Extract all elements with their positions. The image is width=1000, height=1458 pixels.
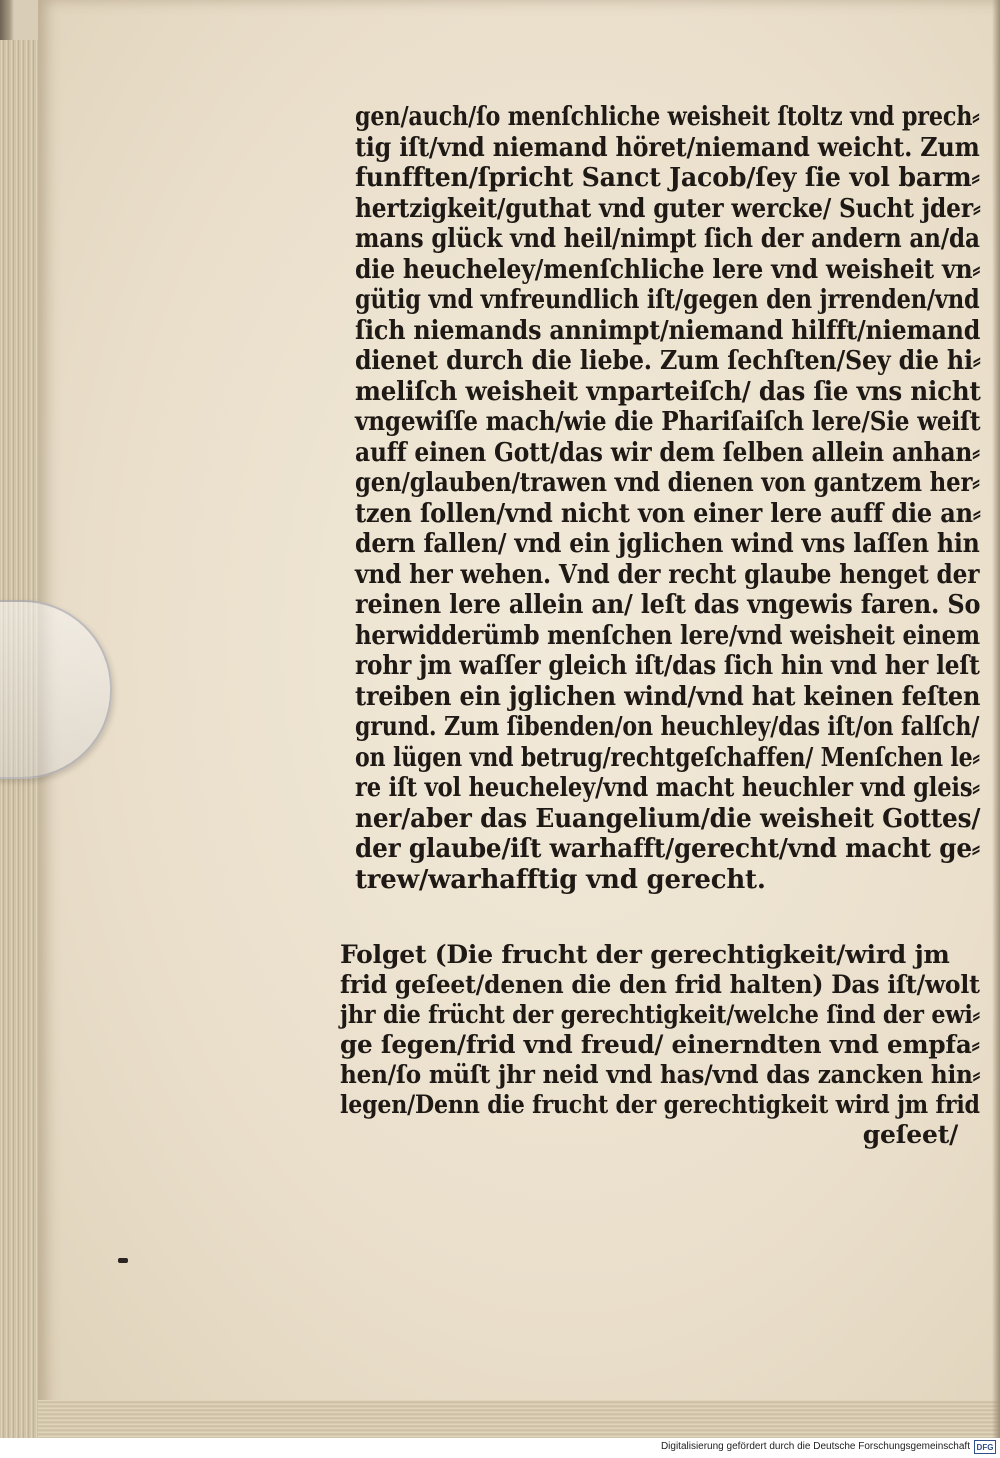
text-line: reinen lere allein an/ leſt das vngewis faren. So	[355, 590, 981, 620]
text-line: tzen ſollen/vnd nicht von einer lere auff die an⸗	[355, 498, 981, 529]
text-line: ſich niemands annimpt/niemand hilfft/niemand	[355, 315, 981, 346]
second-paragraph	[340, 940, 980, 1150]
text-line: die heucheley/menſchliche lere vnd weisheit vn⸗	[355, 254, 981, 285]
text-line: on lügen vnd betrug/rechtgeſchaffen/ Menſchen le⸗	[355, 742, 980, 773]
footer-bar	[0, 1438, 1000, 1458]
text-line: gen/auch/ſo menſchliche weisheit ſtoltz vnd prech⸗	[355, 102, 980, 132]
text-line: rohr jm waſſer gleich iſt/das ſich hin vnd her leſt	[355, 651, 980, 681]
text-line: vngewiſſe mach/wie die Phariſaiſch lere/Sie weiſt	[355, 407, 981, 437]
text-line: dienet durch die liebe. Zum ſechſten/Sey die hi⸗	[355, 346, 981, 376]
text-line: frid geſeet/denen die den frid halten) Das iſt/wolt	[340, 970, 980, 999]
text-line: grund. Zum ſibenden/on heuchley/das iſt/on falſch/	[355, 712, 980, 742]
text-line: re iſt vol heucheley/vnd macht heuchler vnd gleis⸗	[355, 773, 980, 803]
text-line: vnd her wehen. Vnd der recht glaube henget der	[355, 559, 980, 590]
main-paragraph	[355, 102, 980, 895]
text-line: hertzigkeit/guthat vnd guter wercke/ Sucht jder⸗	[355, 193, 981, 224]
text-line: meliſch weisheit vnparteiſch/ das ſie vns nicht	[355, 376, 981, 407]
footer-credit: Digitalisierung gefördert durch die Deutsche Forschungsgemeinschaft	[660, 1441, 970, 1452]
text-line: geſeet/	[862, 1120, 958, 1149]
text-line: ner/aber das Euangelium/die weisheit Gottes/	[355, 803, 981, 834]
dfg-logo-icon: DFG	[974, 1440, 996, 1454]
text-line: tig iſt/vnd niemand höret/niemand weicht. Zum	[355, 132, 980, 163]
bottom-page-edges	[38, 1400, 1000, 1438]
text-line: trew/warhafftig vnd gerecht.	[355, 864, 766, 895]
text-line: mans glück vnd heil/nimpt ſich der andern an/da	[355, 224, 980, 254]
text-line: herwidderümb menſchen lere/vnd weisheit einem	[355, 620, 980, 651]
text-line: auff einen Gott/das wir dem ſelben allein anhan⸗	[355, 437, 980, 468]
text-line: jhr die frücht der gerechtigkeit/welche ſind der ewi⸗	[340, 1000, 980, 1029]
right-edge-shadow	[992, 0, 1000, 1438]
text-line: legen/Denn die frucht der gerechtigkeit wird jm frid	[340, 1090, 980, 1119]
text-line: funfften/ſpricht Sanct Jacob/ſey ſie vol barm⸗	[355, 163, 980, 193]
text-line: Folget (Die frucht der gerechtigkeit/wird jm	[340, 940, 950, 969]
ink-speck	[118, 1258, 128, 1263]
text-line: hen/ſo müſt jhr neid vnd has/vnd das zancken hin⸗	[340, 1060, 981, 1089]
text-line: dern fallen/ vnd ein jglichen wind vns laſſen hin	[355, 529, 980, 559]
text-line: ge ſegen/frid vnd freud/ einerndten vnd empfa⸗	[340, 1030, 980, 1059]
text-line: gen/glauben/trawen vnd dienen von gantzem her⸗	[355, 468, 980, 498]
text-line: gütig vnd vnfreundlich iſt/gegen den jrrenden/vnd	[355, 285, 980, 315]
text-line: treiben ein jglichen wind/vnd hat keinen feſten	[355, 681, 981, 712]
text-line: der glaube/iſt warhafft/gerecht/vnd macht ge⸗	[355, 834, 980, 864]
